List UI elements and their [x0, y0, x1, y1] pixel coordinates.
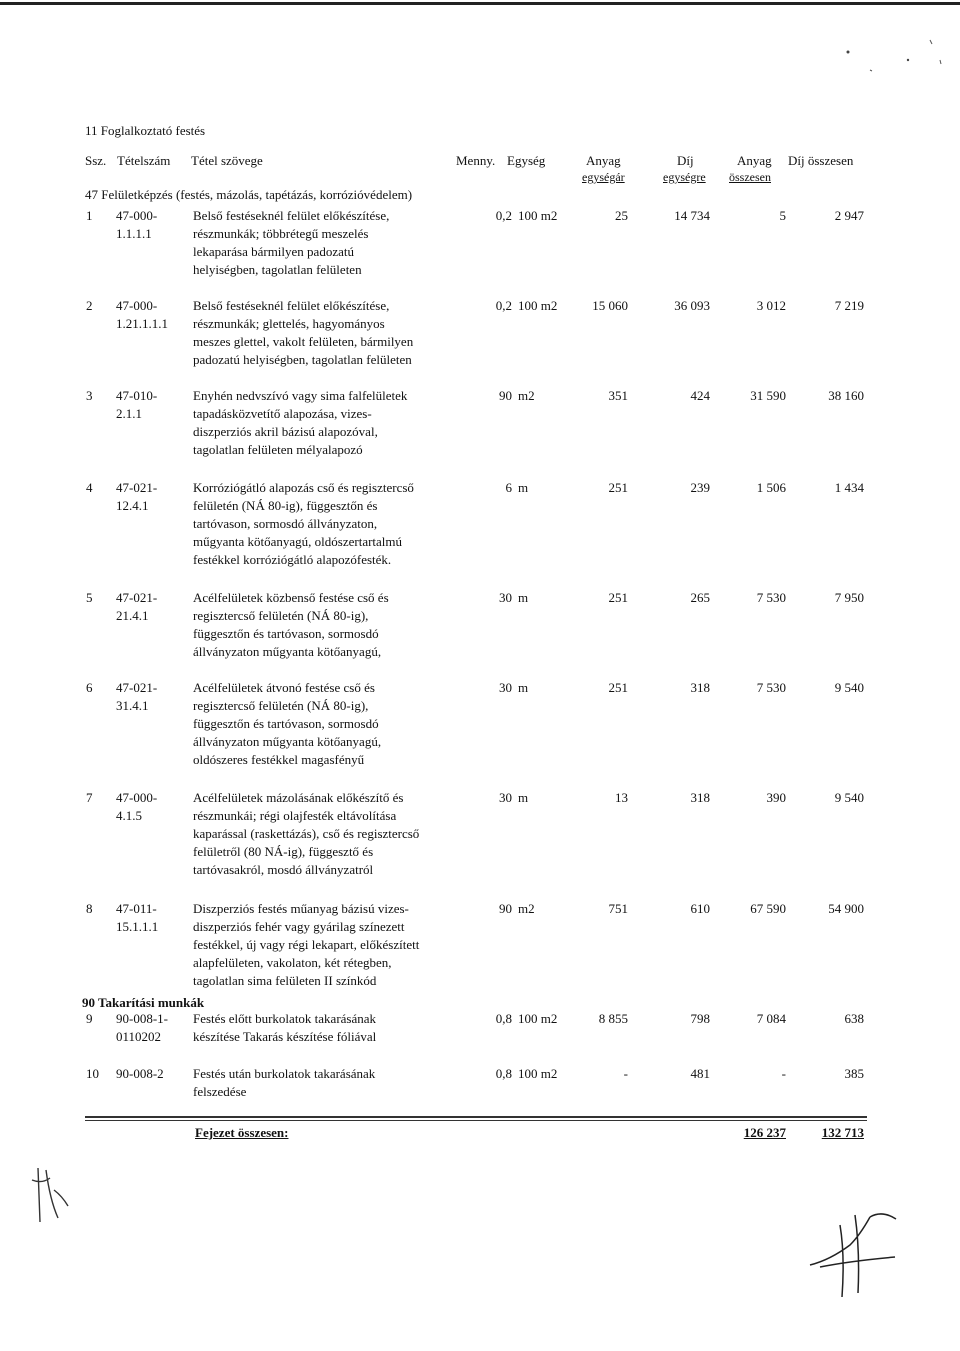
row-anyag-egysegar: 25 [615, 208, 628, 223]
row-anyag-osszesen: 67 590 [750, 901, 786, 916]
tetel-szovege-line: meszes glettel, vakolt felületen, bármilyen [193, 334, 414, 349]
header-anyag-osszesen-sub: összesen [729, 170, 771, 184]
tetel-szovege-line: részmunkái; régi olajfesték eltávolítása [193, 808, 397, 823]
signature-left [28, 1160, 78, 1230]
row-tetelszam [116, 207, 157, 243]
tetelszam-line: 47-010- [116, 388, 158, 403]
row-anyag-egysegar: 251 [608, 590, 628, 605]
row-tetel-szovege [193, 589, 389, 661]
tetel-szovege-line: lekaparása bármilyen padozatú [193, 244, 354, 259]
tetel-szovege-line: részmunkák; többrétegű meszelés [193, 226, 369, 241]
row-anyag-osszesen: 7 530 [756, 680, 786, 695]
row-egyseg: m [518, 680, 529, 695]
header-egyseg: Egység [507, 153, 546, 168]
row-ssz: 3 [86, 388, 93, 403]
tetel-szovege-line: kaparással (raskettázás), cső és regisztercső [193, 826, 420, 841]
section-heading-90: 90 Takarítási munkák [82, 995, 205, 1010]
chapter-total-anyag: 126 237 [743, 1125, 786, 1140]
row-tetelszam [116, 479, 157, 515]
row-anyag-egysegar: 251 [608, 480, 628, 495]
row-tetel-szovege [193, 1010, 376, 1046]
tetel-szovege-line: festékkel korróziógátló alapozófesték. [193, 552, 392, 567]
header-ssz: Ssz. [85, 153, 107, 168]
tetel-szovege-line: műgyanta kötőanyagú, oldószertartalmú [193, 534, 403, 549]
row-anyag-osszesen: 7 084 [756, 1011, 786, 1026]
tetelszam-line: 2.1.1 [116, 406, 142, 421]
corner-marks [840, 30, 950, 90]
tetelszam-line: 47-021- [116, 480, 158, 495]
row-tetel-szovege [193, 789, 419, 879]
footer-top-rule-2 [85, 1120, 867, 1121]
tetelszam-line: 47-000- [116, 790, 158, 805]
row-tetel-szovege [193, 900, 419, 990]
tetelszam-line: 21.4.1 [116, 608, 149, 623]
row-ssz: 9 [86, 1011, 93, 1026]
row-egyseg: m [518, 790, 529, 805]
row-anyag-egysegar: 751 [608, 901, 628, 916]
row-tetel-szovege [193, 479, 414, 569]
row-anyag-osszesen: 7 530 [756, 590, 786, 605]
row-egyseg: m2 [518, 901, 535, 916]
tetel-szovege-line: felületről (80 NÁ-ig), függesztő és [193, 844, 374, 859]
row-dij-osszesen: 385 [844, 1066, 864, 1081]
tetel-szovege-line: regisztercső felületén (NÁ 80-ig), [193, 698, 369, 713]
row-anyag-egysegar: 351 [608, 388, 628, 403]
row-tetel-szovege [193, 679, 381, 769]
row-dij-osszesen: 7 219 [834, 298, 864, 313]
tetel-szovege-line: Festés után burkolatok takarásának [193, 1066, 376, 1081]
tetel-szovege-line: helyiségben, tagolatlan felületen [193, 262, 362, 277]
row-dij-egysegre: 36 093 [674, 298, 710, 313]
tetelszam-line: 47-000- [116, 208, 158, 223]
tetel-szovege-line: tartóvason, sormosdó állványzaton, [193, 516, 378, 531]
row-menny: 0,8 [495, 1011, 512, 1026]
row-tetelszam [116, 679, 157, 715]
row-egyseg: m2 [518, 388, 535, 403]
signature-right [800, 1205, 910, 1305]
row-anyag-egysegar: 15 060 [592, 298, 628, 313]
tetel-szovege-line: részmunkák; glettelés, hagyományos [193, 316, 385, 331]
tetelszam-line: 1.1.1.1 [116, 226, 152, 241]
row-tetelszam [116, 297, 168, 333]
row-ssz: 1 [86, 208, 93, 223]
tetelszam-line: 12.4.1 [116, 498, 149, 513]
row-dij-osszesen: 7 950 [834, 590, 864, 605]
row-dij-egysegre: 481 [690, 1066, 710, 1081]
row-menny: 0,8 [495, 1066, 512, 1081]
row-menny: 30 [499, 790, 512, 805]
row-dij-egysegre: 610 [690, 901, 710, 916]
row-dij-egysegre: 318 [690, 790, 710, 805]
tetelszam-line: 47-021- [116, 680, 158, 695]
row-menny: 90 [499, 901, 512, 916]
row-tetel-szovege [193, 207, 389, 279]
tetelszam-line: 15.1.1.1 [116, 919, 159, 934]
row-tetelszam [116, 900, 158, 936]
tetel-szovege-line: függesztőn és tartóvason, sormosdó [193, 626, 379, 641]
tetel-szovege-line: alapfelületen, vakolaton, két rétegben, [193, 955, 392, 970]
row-dij-egysegre: 239 [690, 480, 710, 495]
row-ssz: 8 [86, 901, 93, 916]
tetelszam-line: 1.21.1.1.1 [116, 316, 168, 331]
row-tetelszam [116, 589, 157, 625]
row-tetel-szovege [193, 1065, 375, 1101]
tetel-szovege-line: tapadásközvetítő alapozása, vizes- [193, 406, 372, 421]
header-dij-sub: egységre [663, 170, 706, 184]
tetel-szovege-line: készítése Takarás készítése fóliával [193, 1029, 377, 1044]
row-anyag-osszesen: 3 012 [756, 298, 786, 313]
header-dij: Díj [677, 153, 694, 168]
row-egyseg: 100 m2 [518, 1066, 558, 1081]
header-anyag: Anyag [586, 153, 621, 168]
top-border [0, 2, 960, 5]
tetelszam-line: 0110202 [116, 1029, 162, 1044]
tetel-szovege-line: Korróziógátló alapozás cső és regisztercső [193, 480, 414, 495]
row-anyag-osszesen: 390 [766, 790, 786, 805]
row-menny: 30 [499, 680, 512, 695]
row-dij-osszesen: 9 540 [834, 680, 864, 695]
row-dij-osszesen: 638 [844, 1011, 864, 1026]
row-menny: 90 [499, 388, 512, 403]
tetel-szovege-line: Acélfelületek közbenső festése cső és [193, 590, 389, 605]
tetel-szovege-line: felszedése [193, 1084, 247, 1099]
row-tetelszam [116, 387, 157, 423]
row-ssz: 5 [86, 590, 93, 605]
row-egyseg: m [518, 590, 529, 605]
row-dij-egysegre: 14 734 [674, 208, 710, 223]
row-dij-osszesen: 38 160 [828, 388, 864, 403]
tetelszam-line: 4.1.5 [116, 808, 142, 823]
row-tetel-szovege [193, 297, 413, 369]
tetel-szovege-line: felületén (NÁ 80-ig), függesztőn és [193, 498, 378, 513]
row-menny: 0,2 [495, 208, 512, 223]
row-anyag-egysegar: - [623, 1066, 628, 1081]
header-tetelszam: Tételszám [117, 153, 171, 168]
row-ssz: 6 [86, 680, 93, 695]
row-anyag-osszesen: 1 506 [756, 480, 786, 495]
tetel-szovege-line: padozatú helyiségben, tagolatlan felületen [193, 352, 412, 367]
row-tetelszam [116, 789, 157, 825]
row-tetel-szovege [193, 387, 407, 459]
tetel-szovege-line: tartóvasakról, mosdó állványzatról [193, 862, 374, 877]
row-anyag-egysegar: 251 [608, 680, 628, 695]
row-menny: 6 [505, 480, 512, 495]
tetelszam-line: 47-000- [116, 298, 158, 313]
row-ssz: 4 [86, 480, 93, 495]
row-anyag-osszesen: - [781, 1066, 786, 1081]
row-dij-osszesen: 1 434 [834, 480, 864, 495]
tetelszam-line: 47-021- [116, 590, 158, 605]
row-menny: 30 [499, 590, 512, 605]
header-anyag-osszesen: Anyag [737, 153, 772, 168]
tetel-szovege-line: tagolatlan sima felületen II színkód [193, 973, 377, 988]
tetel-szovege-line: diszperziós fehér vagy gyárilag színezett [193, 919, 405, 934]
tetel-szovege-line: Festés előtt burkolatok takarásának [193, 1011, 377, 1026]
row-dij-egysegre: 798 [690, 1011, 710, 1026]
tetel-szovege-line: Acélfelületek átvonó festése cső és [193, 680, 375, 695]
page-title: 11 Foglalkoztató festés [85, 123, 206, 138]
tetel-szovege-line: diszperziós akril bázisú alapozóval, [193, 424, 378, 439]
row-egyseg: m [518, 480, 529, 495]
header-anyag-sub: egységár [582, 170, 625, 184]
row-dij-osszesen: 2 947 [834, 208, 864, 223]
section-heading-47: 47 Felületképzés (festés, mázolás, tapétázás, korrózióvédelem) [85, 187, 413, 202]
row-dij-egysegre: 265 [690, 590, 710, 605]
row-egyseg: 100 m2 [518, 1011, 558, 1026]
tetelszam-line: 47-011- [116, 901, 157, 916]
tetel-szovege-line: Belső festéseknél felület előkészítése, [193, 298, 390, 313]
chapter-total-label: Fejezet összesen: [195, 1125, 289, 1140]
tetel-szovege-line: állványzaton műgyanta kötőanyagú, [193, 734, 382, 749]
row-tetelszam [116, 1010, 168, 1046]
header-tetel-szovege: Tétel szövege [191, 153, 263, 168]
tetel-szovege-line: függesztőn és tartóvason, sormosdó [193, 716, 379, 731]
tetel-szovege-line: Enyhén nedvszívó vagy sima falfelületek [193, 388, 408, 403]
row-dij-osszesen: 9 540 [834, 790, 864, 805]
tetel-szovege-line: Acélfelületek mázolásának előkészítő és [193, 790, 404, 805]
row-ssz: 10 [86, 1066, 99, 1081]
row-dij-osszesen: 54 900 [828, 901, 864, 916]
footer-top-rule [85, 1116, 867, 1118]
tetelszam-line: 90-008-2 [116, 1066, 164, 1081]
chapter-total-dij: 132 713 [821, 1125, 864, 1140]
tetel-szovege-line: tagolatlan felületen mélyalapozó [193, 442, 363, 457]
row-menny: 0,2 [495, 298, 512, 313]
header-menny: Menny. [456, 153, 496, 168]
row-anyag-osszesen: 5 [779, 208, 786, 223]
tetel-szovege-line: regisztercső felületén (NÁ 80-ig), [193, 608, 369, 623]
row-egyseg: 100 m2 [518, 208, 558, 223]
row-anyag-egysegar: 8 855 [598, 1011, 628, 1026]
tetel-szovege-line: oldószeres festékkel magasfényű [193, 752, 365, 767]
row-ssz: 7 [86, 790, 93, 805]
row-egyseg: 100 m2 [518, 298, 558, 313]
tetel-szovege-line: Belső festéseknél felület előkészítése, [193, 208, 390, 223]
row-tetelszam [116, 1065, 164, 1083]
tetel-szovege-line: állványzaton műgyanta kötőanyagú, [193, 644, 382, 659]
row-dij-egysegre: 318 [690, 680, 710, 695]
row-dij-egysegre: 424 [690, 388, 710, 403]
row-ssz: 2 [86, 298, 93, 313]
tetel-szovege-line: festékkel, új vagy régi lekapart, előkészített [193, 937, 420, 952]
tetelszam-line: 31.4.1 [116, 698, 149, 713]
row-anyag-osszesen: 31 590 [750, 388, 786, 403]
tetel-szovege-line: Diszperziós festés műanyag bázisú vizes- [193, 901, 409, 916]
row-anyag-egysegar: 13 [615, 790, 628, 805]
tetelszam-line: 90-008-1- [116, 1011, 168, 1026]
header-dij-osszesen: Díj összesen [788, 153, 854, 168]
